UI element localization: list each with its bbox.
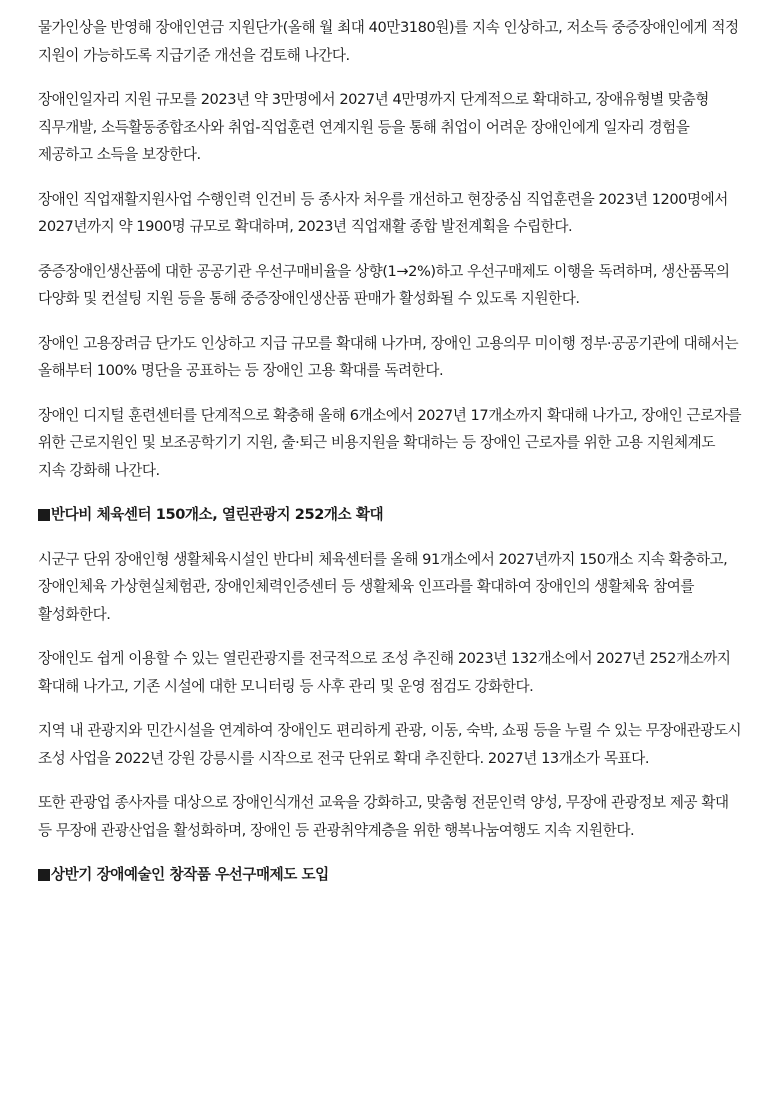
paragraph-employment-incentive: 장애인 고용장려금 단가도 인상하고 지급 규모를 확대해 나가며, 장애인 고용의무 미이행 정부·공공기관에 대해서는 올해부터 100% 명단을 공표하는 등 장애인 고용 확대를 독려한다. <box>38 334 739 379</box>
square-bullet-icon <box>38 869 50 881</box>
section-heading-art-purchase <box>38 861 744 889</box>
paragraph-tourism-industry: 또한 관광업 종사자를 대상으로 장애인식개선 교육을 강화하고, 맞춤형 전문인력 양성, 무장애 관광정보 제공 확대 등 무장애 관광산업을 활성화하며, 장애인 등 관광취약계층을 위한 행복나눔여행도 지속 지원한다. <box>38 794 729 839</box>
paragraph-digital-training: 장애인 디지털 훈련센터를 단계적으로 확충해 올해 6개소에서 2027년 17개소까지 확대해 나가고, 장애인 근로자를 위한 근로지원인 및 보조공학기기 지원, 출·퇴근 비용지원을 확대하는 등 장애인 근로자를 위한 고용 지원체계도 지속 강화해 나간다. <box>38 406 742 479</box>
paragraph-vocational-rehab: 장애인 직업재활지원사업 수행인력 인건비 등 종사자 처우를 개선하고 현장중심 직업훈련을 2023년 1200명에서 2027년까지 약 1900명 규모로 확대하며, 2023년 직업재활 종합 발전계획을 수립한다. <box>38 190 728 235</box>
square-bullet-icon <box>38 509 50 521</box>
paragraph-disability-jobs: 장애인일자리 지원 규모를 2023년 약 3만명에서 2027년 4만명까지 단계적으로 확대하고, 장애유형별 맞춤형 직무개발, 소득활동종합조사와 취업-직업훈련 연계지원 등을 통해 취업이 어려운 장애인에게 일자리 경험을 제공하고 소득을 보장한다. <box>38 91 709 163</box>
document-body <box>38 14 744 906</box>
section-heading-text: 반다비 체육센터 150개소, 열린관광지 252개소 확대 <box>51 506 384 523</box>
section-heading-text: 상반기 장애예술인 창작품 우선구매제도 도입 <box>51 866 329 883</box>
paragraph-bandabi-centers: 시군구 단위 장애인형 생활체육시설인 반다비 체육센터를 올해 91개소에서 2027년까지 150개소 지속 확충하고, 장애인체육 가상현실체험관, 장애인체력인증센터 등 생활체육 인프라를 확대하여 장애인의 생활체육 참여를 활성화한다. <box>38 550 728 623</box>
paragraph-priority-purchase: 중증장애인생산품에 대한 공공기관 우선구매비율을 상향(1→2%)하고 우선구매제도 이행을 독려하며, 생산품목의 다양화 및 컨설팅 지원 등을 통해 중증장애인생산품 판매가 활성화될 수 있도록 지원한다. <box>38 262 730 307</box>
paragraph-barrier-free-city: 지역 내 관광지와 민간시설을 연계하여 장애인도 편리하게 관광, 이동, 숙박, 쇼핑 등을 누릴 수 있는 무장애관광도시 조성 사업을 2022년 강원 강릉시를 시작으로 전국 단위로 확대 추진한다. 2027년 13개소가 목표다. <box>38 722 742 767</box>
paragraph-disability-pension: 물가인상을 반영해 장애인연금 지원단가(올해 월 최대 40만3180원)를 지속 인상하고, 저소득 중증장애인에게 적정 지원이 가능하도록 지급기준 개선을 검토해 나간다. <box>38 19 739 64</box>
section-heading-sports-tourism <box>38 501 744 529</box>
paragraph-open-tourism: 장애인도 쉽게 이용할 수 있는 열린관광지를 전국적으로 조성 추진해 2023년 132개소에서 2027년 252개소까지 확대해 나가고, 기존 시설에 대한 모니터링 등 사후 관리 및 운영 점검도 강화한다. <box>38 650 731 695</box>
